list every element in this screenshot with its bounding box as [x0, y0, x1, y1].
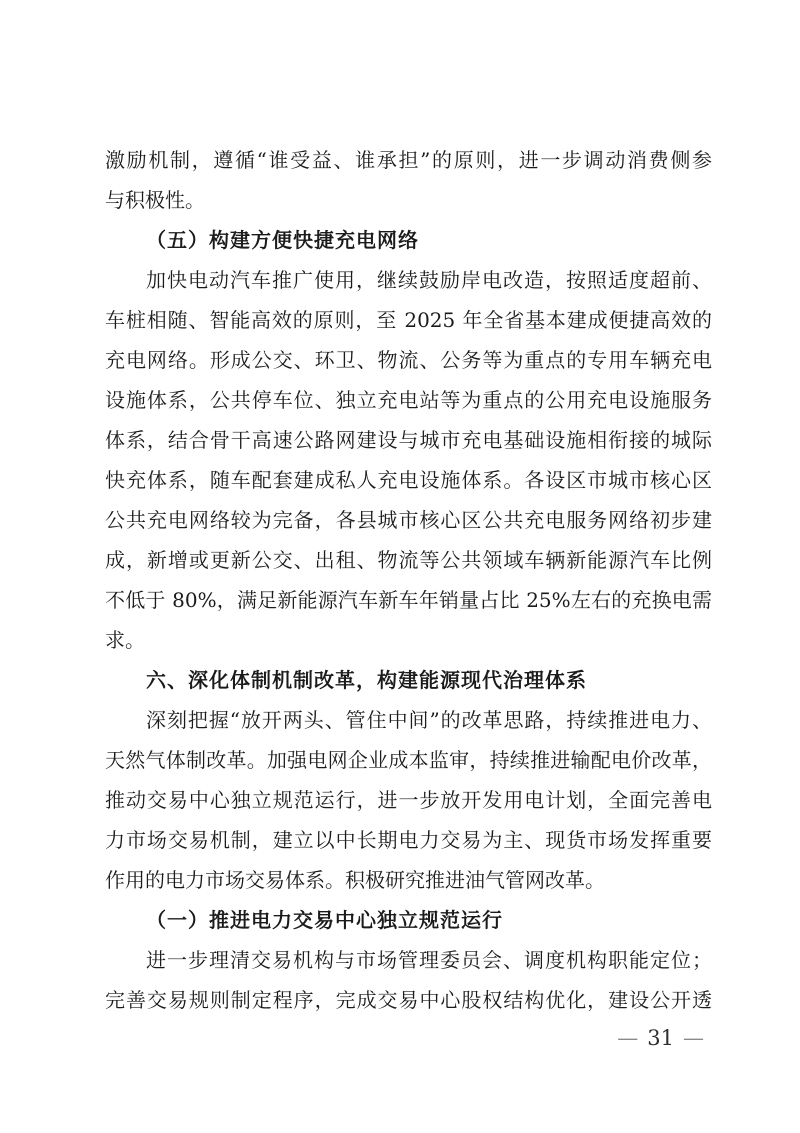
text-line: 充电网络。形成公交、环卫、物流、公务等为重点的专用车辆充电	[105, 348, 712, 372]
page-footer	[617, 1026, 704, 1050]
footer-dash-left: —	[617, 1026, 639, 1050]
text-line: 作用的电力市场交易体系。积极研究推进油气管网改革。	[105, 868, 605, 892]
text-line: 不低于 80%，满足新能源汽车新车年销量占比 25%左右的充换电需	[105, 588, 712, 612]
text-line: 成，新增或更新公交、出租、物流等公共领域车辆新能源汽车比例	[105, 548, 712, 572]
text-line: 激励机制，遵循“谁受益、谁承担”的原则，进一步调动消费侧参	[105, 148, 712, 172]
heading-line: （一）推进电力交易中心独立规范运行	[146, 908, 503, 932]
text-line: 快充体系，随车配套建成私人充电设施体系。各设区市城市核心区	[105, 468, 712, 492]
text-line: 设施体系，公共停车位、独立充电站等为重点的公用充电设施服务	[105, 388, 712, 412]
text-line: 加快电动汽车推广使用，继续鼓励岸电改造，按照适度超前、	[146, 268, 712, 292]
text-line: 公共充电网络较为完备，各县城市核心区公共充电服务网络初步建	[105, 508, 712, 532]
text-line: 天然气体制改革。加强电网企业成本监审，持续推进输配电价改革，	[105, 748, 712, 772]
page-number: 31	[647, 1026, 674, 1050]
text-line: 完善交易规则制定程序，完成交易中心股权结构优化，建设公开透	[105, 988, 712, 1012]
text-line: 与积极性。	[105, 188, 205, 212]
text-line: 深刻把握“放开两头、管住中间”的改革思路，持续推进电力、	[146, 708, 712, 732]
text-line: 求。	[105, 628, 145, 652]
document-body	[105, 140, 712, 1020]
text-line: 车桩相随、智能高效的原则，至 2025 年全省基本建成便捷高效的	[105, 308, 712, 332]
text-line: 力市场交易机制，建立以中长期电力交易为主、现货市场发挥重要	[105, 828, 712, 852]
footer-dash-right: —	[683, 1026, 704, 1050]
text-line: 推动交易中心独立规范运行，进一步放开发用电计划，全面完善电	[105, 788, 712, 812]
heading-line: （五）构建方便快捷充电网络	[146, 228, 419, 252]
text-line: 进一步理清交易机构与市场管理委员会、调度机构职能定位；	[146, 948, 712, 972]
text-line: 体系，结合骨干高速公路网建设与城市充电基础设施相衔接的城际	[105, 428, 712, 452]
heading-line: 六、深化体制机制改革，构建能源现代治理体系	[146, 668, 587, 692]
